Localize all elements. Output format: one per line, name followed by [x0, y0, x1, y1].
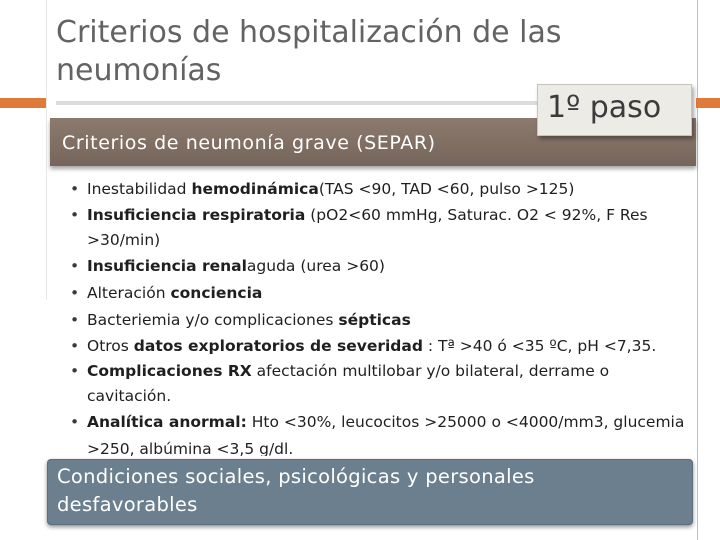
criteria-rest: (TAS <90, TAD <60, pulso >125)	[318, 180, 575, 198]
criteria-bold: Complicaciones RX	[87, 362, 252, 380]
header-text: Criterios de neumonía grave (SEPAR)	[62, 132, 436, 154]
criteria-lead: Bacteriemia y/o complicaciones	[87, 311, 339, 329]
criteria-list	[64, 176, 694, 456]
left-accent-bar	[0, 98, 46, 108]
criteria-rest: : Tª >40 ó <35 ºC, pH <7,35.	[422, 337, 657, 355]
criteria-item	[64, 176, 694, 203]
criteria-rest: aguda (urea >60)	[246, 257, 385, 275]
criteria-lead: Inestabilidad	[87, 180, 192, 198]
right-accent-bar	[696, 98, 720, 108]
right-edge-line	[697, 0, 698, 540]
criteria-bold: datos exploratorios de severidad	[133, 337, 423, 355]
criteria-bold: hemodinámica	[191, 180, 319, 198]
criteria-bold: sépticas	[338, 311, 411, 329]
title-underline	[56, 101, 546, 105]
criteria-item	[64, 280, 694, 307]
criteria-bold: Insuficiencia respiratoria	[87, 206, 306, 224]
criteria-item	[64, 253, 694, 280]
criteria-item	[64, 359, 694, 409]
step-label: 1º paso	[547, 90, 662, 125]
criteria-rest: Hto <30%, leucocitos >25000 o <4000/mm3, glucemia >250, albúmina <3,5 g/dl.	[87, 413, 685, 456]
criteria-bold: Insuficiencia renal	[87, 257, 247, 275]
criteria-item	[64, 203, 694, 253]
criteria-item	[64, 409, 694, 456]
criteria-item	[64, 334, 694, 359]
slide-title: Criterios de hospitalización de las neumonías	[56, 15, 562, 88]
footer-text: Condiciones sociales, psicológicas y personales desfavorables	[57, 465, 535, 516]
criteria-rest: afectación multilobar y/o bilateral, derrame o cavitación.	[87, 362, 610, 405]
criteria-rest: (pO2<60 mmHg, Saturac. O2 < 92%, F Res >30/min)	[87, 206, 648, 249]
left-edge-line	[46, 0, 47, 300]
criteria-bold: conciencia	[170, 284, 263, 302]
criteria-item	[64, 307, 694, 334]
criteria-bold: Analítica anormal:	[87, 413, 247, 431]
criteria-lead: Otros	[87, 337, 134, 355]
criteria-lead: Alteración	[87, 284, 171, 302]
